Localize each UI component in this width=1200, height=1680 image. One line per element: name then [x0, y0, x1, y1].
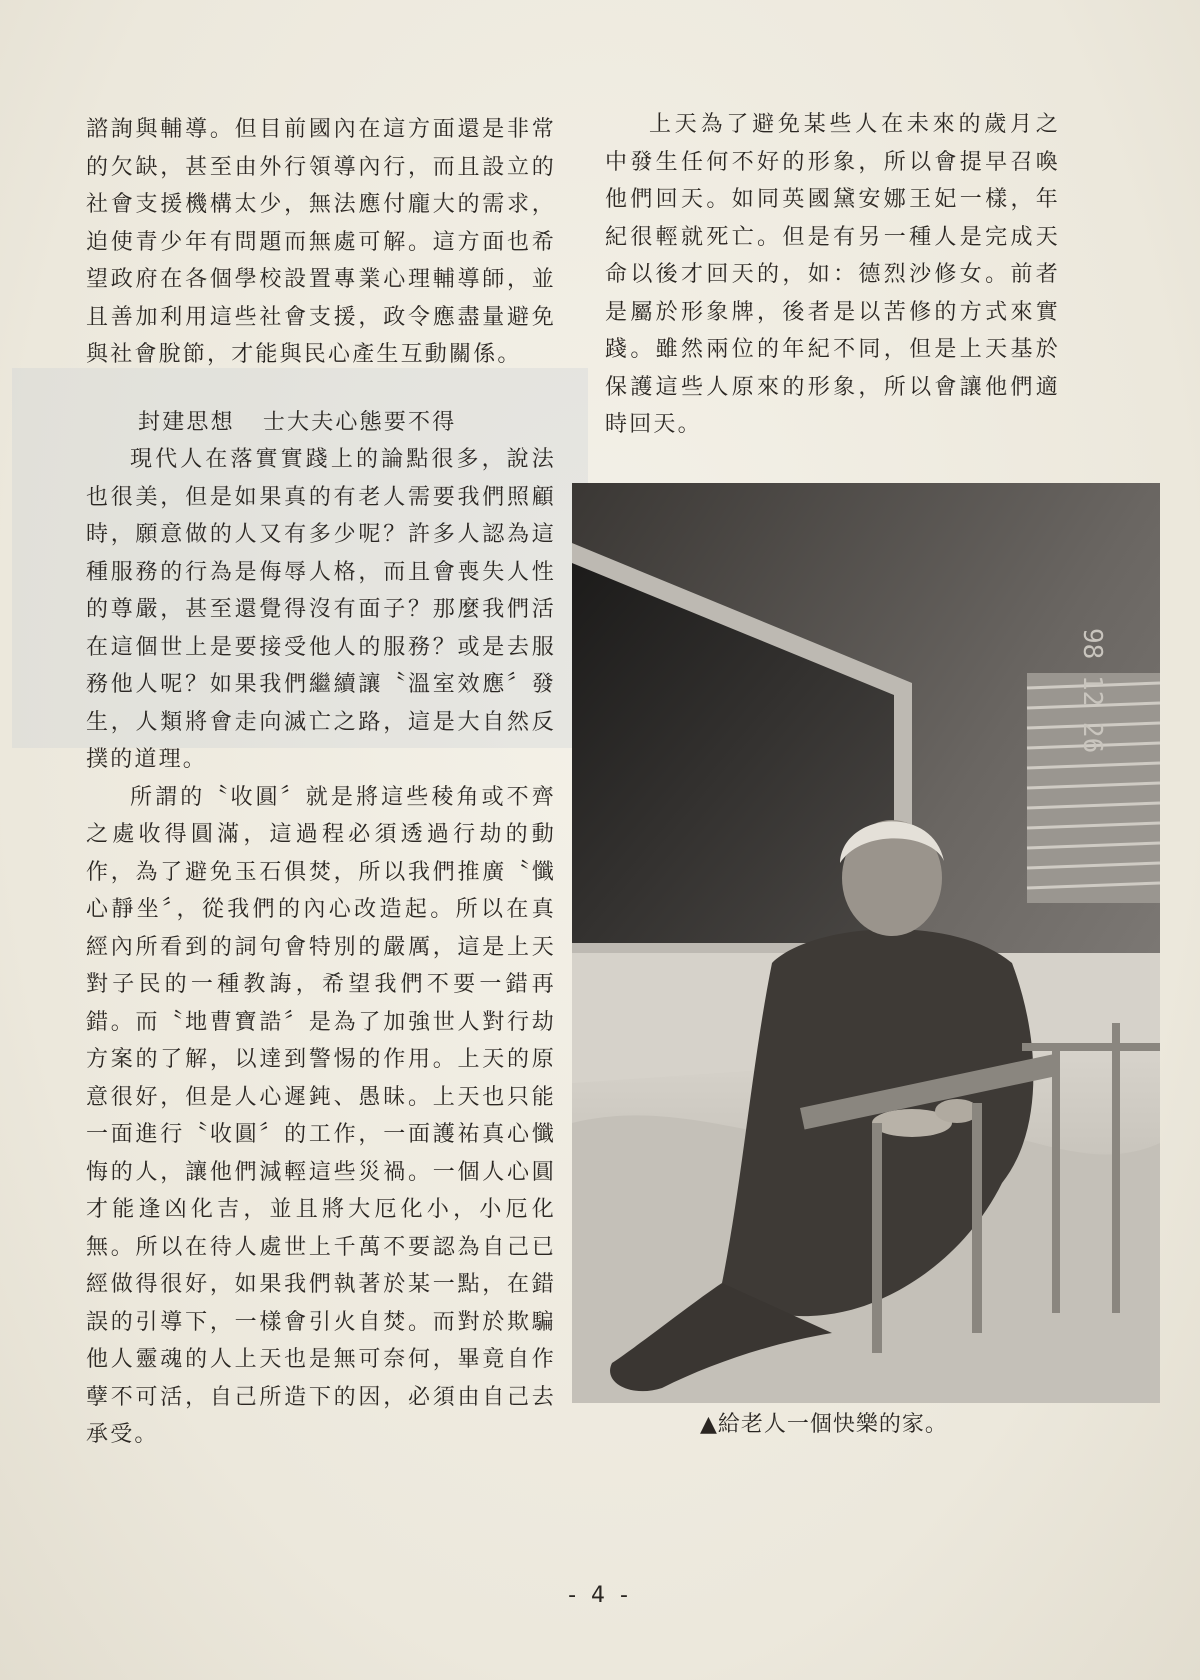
left-paragraph-3: 所謂的〝收圓〞就是將這些稜角或不齊之處收得圓滿，這過程必須透過行劫的動作，為了避免玉石俱焚，所以我們推廣〝懺心靜坐〞，從我們的內心改造起。所以在真經內所看到的詞句會特別的嚴厲，這是上天對子民的一種教誨，希望我們不要一錯再錯。而〝地曹寶誥〞是為了加強世人對行劫方案的了解，以達到警惕的作用。上天的原意很好，但是人心遲鈍、愚昧。上天也只能一面進行〝收圓〞的工作，一面護祐真心懺悔的人，讓他們減輕這些災禍。一個人心圓才能逢凶化吉，並且將大厄化小，小厄化無。所以在待人處世上千萬不要認為自己已經做得很好，如果我們執著於某一點，在錯誤的引導下，一樣會引火自焚。而對於欺騙他人靈魂的人上天也是無可奈何，畢竟自作孽不可活，自己所造下的因，必須由自己去承受。	[86, 784, 556, 1447]
section-heading-part-1: 封建思想	[138, 409, 235, 435]
left-paragraph-2: 現代人在落實實踐上的論點很多，說法也很美，但是如果真的有老人需要我們照顧時，願意做的人又有多少呢？許多人認為這種服務的行為是侮辱人格，而且會喪失人性的尊嚴，甚至還覺得沒有面子？那麼我們活在這個世上是要接受他人的服務？或是去服務他人呢？如果我們繼續讓〝溫室效應〞發生，人類將會走向滅亡之路，這是大自然反撲的道理。	[86, 447, 556, 772]
right-paragraph-1: 上天為了避免某些人在未來的歲月之中發生任何不好的形象，所以會提早召喚他們回天。如同英國黛安娜王妃一樣，年紀很輕就死亡。但是有另一種人是完成天命以後才回天的，如：德烈沙修女。前者是屬於形象牌，後者是以苦修的方式來實踐。雖然兩位的年紀不同，但是上天基於保護這些人原來的形象，所以會讓他們適時回天。	[605, 112, 1060, 437]
section-heading	[86, 404, 556, 442]
elderly-woman-photo	[572, 483, 1160, 1403]
paragraph-gap	[86, 374, 556, 404]
right-column	[605, 106, 1060, 444]
photo-date-stamp: 98 12 26	[1077, 628, 1107, 754]
photo-caption: ▲給老人一個快樂的家。	[700, 1412, 948, 1437]
left-column	[86, 111, 556, 1454]
left-paragraph-1: 諮詢與輔導。但目前國內在這方面還是非常的欠缺，甚至由外行領導內行，而且設立的社會支援機構太少，無法應付龐大的需求，迫使青少年有問題而無處可解。這方面也希望政府在各個學校設置專業心理輔導師，並且善加利用這些社會支援，政令應盡量避免與社會脫節，才能與民心產生互動關係。	[86, 117, 556, 367]
photo-illustration	[572, 483, 1160, 1403]
page-number: - 4 -	[568, 1583, 632, 1608]
section-heading-part-2: 士大夫心態要不得	[262, 409, 457, 435]
